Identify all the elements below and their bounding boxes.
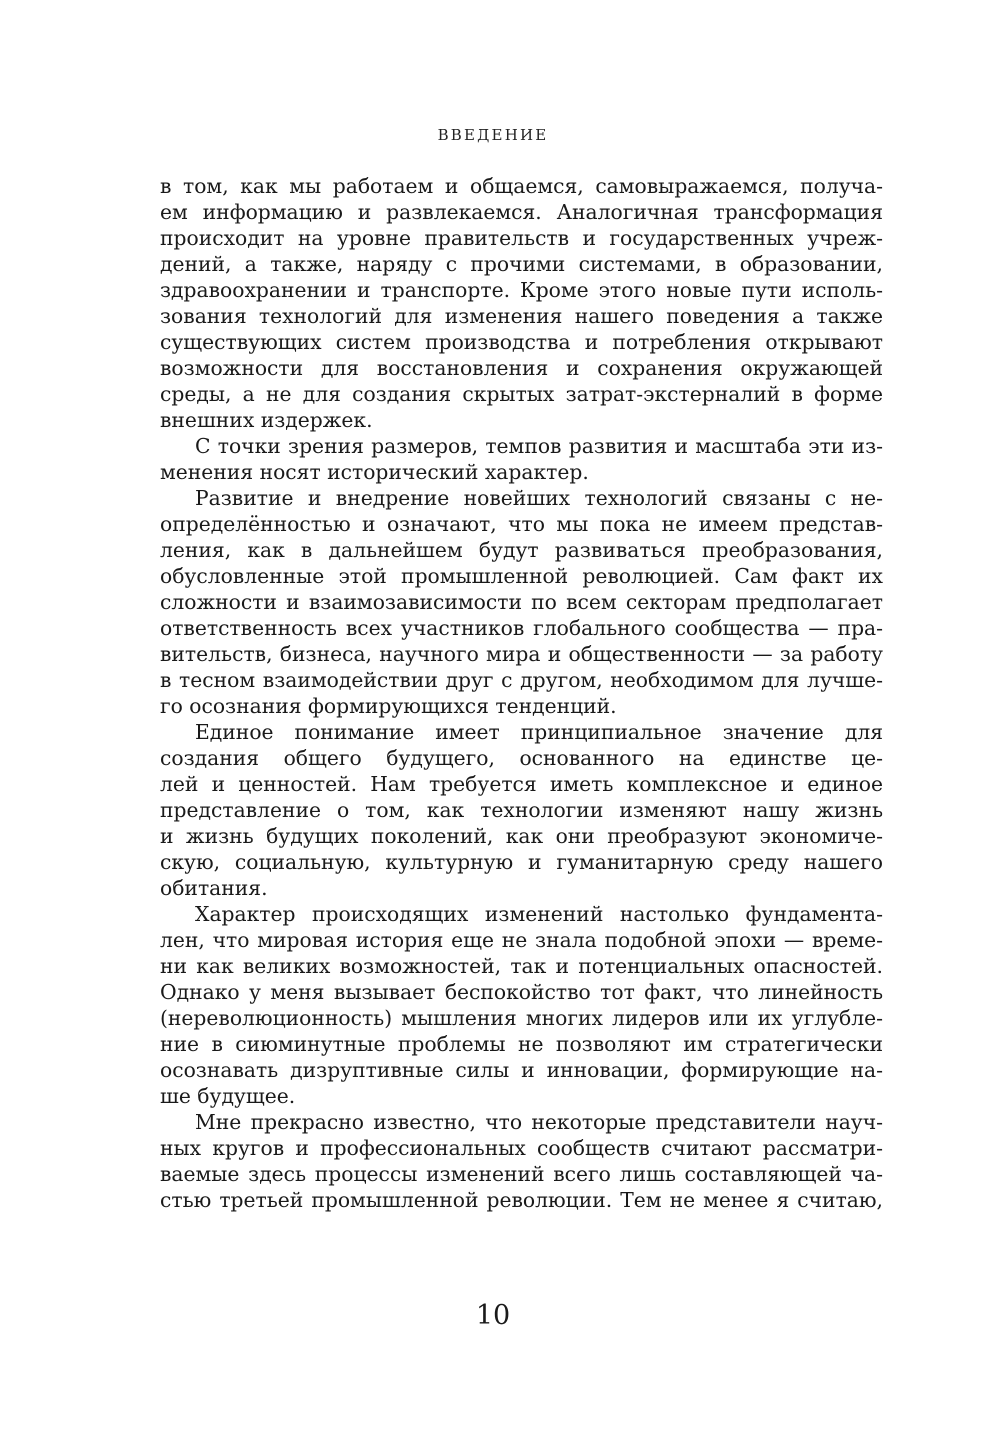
text-line: создания общего будущего, основанного на единстве це- [160, 746, 883, 770]
text-line: Развитие и внедрение новейших технологий связаны с не- [195, 486, 883, 510]
text-line: представление о том, как технологии изменяют нашу жизнь [160, 798, 883, 822]
text-line: вительств, бизнеса, научного мира и общественности — за работу [160, 642, 883, 666]
text-line: обусловленные этой промышленной революцией. Сам факт их [160, 564, 883, 588]
page-number: 10 [475, 1300, 511, 1331]
paragraph [160, 1109, 883, 1213]
text-line: существующих систем производства и потребления открывают [160, 330, 883, 354]
body-text [160, 173, 883, 1213]
text-line: ления, как в дальнейшем будут развиваться преобразования, [160, 538, 883, 562]
text-line: го осознания формирующихся тенденций. [160, 694, 617, 718]
text-line: ответственность всех участников глобального сообщества — пра- [160, 616, 883, 640]
text-line: в том, как мы работаем и общаемся, самовыражаемся, получа- [160, 174, 883, 198]
text-line: и жизнь будущих поколений, как они преобразуют экономиче- [160, 824, 883, 848]
paragraph [160, 901, 883, 1109]
text-line: сложности и взаимозависимости по всем секторам предполагает [160, 590, 883, 614]
text-line: обитания. [160, 876, 268, 900]
text-line: скую, социальную, культурную и гуманитарную среду нашего [160, 850, 883, 874]
text-line: менения носят исторический характер. [160, 460, 589, 484]
text-line: дений, а также, наряду с прочими системами, в образовании, [160, 252, 883, 276]
text-line: внешних издержек. [160, 408, 373, 432]
text-line: ем информацию и развлекаемся. Аналогичная трансформация [160, 200, 883, 224]
text-line: среды, а не для создания скрытых затрат-экстерналий в форме [160, 382, 883, 406]
text-line: осознавать дизруптивные силы и инновации, формирующие на- [160, 1058, 883, 1082]
text-line: ние в сиюминутные проблемы не позволяют им стратегически [160, 1032, 883, 1056]
paragraph [160, 485, 883, 719]
text-line: зования технологий для изменения нашего поведения а также [160, 304, 883, 328]
text-line: возможности для восстановления и сохранения окружающей [160, 356, 883, 380]
text-line: определённостью и означают, что мы пока не имеем представ- [160, 512, 883, 536]
paragraph [160, 719, 883, 901]
text-line: ни как великих возможностей, так и потенциальных опасностей. [160, 954, 883, 978]
text-line: Мне прекрасно известно, что некоторые представители науч- [195, 1110, 883, 1134]
text-line: Однако у меня вызывает беспокойство тот факт, что линейность [160, 980, 883, 1004]
text-line: ных кругов и профессиональных сообществ считают рассматри- [160, 1136, 883, 1160]
text-line: (нереволюционность) мышления многих лидеров или их углубле- [160, 1006, 883, 1030]
text-line: здравоохранении и транспорте. Кроме этого новые пути исполь- [160, 278, 883, 302]
paragraph [160, 433, 883, 485]
text-line: лен, что мировая история еще не знала подобной эпохи — време- [160, 928, 883, 952]
text-line: происходит на уровне правительств и государственных учреж- [160, 226, 883, 250]
paragraph [160, 173, 883, 433]
text-line: ваемые здесь процессы изменений всего лишь составляющей ча- [160, 1162, 883, 1186]
text-line: Единое понимание имеет принципиальное значение для [195, 720, 883, 744]
running-head: ВВЕДЕНИЕ [437, 126, 549, 144]
text-line: С точки зрения размеров, темпов развития и масштаба эти из- [195, 434, 883, 458]
text-line: стью третьей промышленной революции. Тем не менее я считаю, [160, 1188, 883, 1212]
text-line: ше будущее. [160, 1084, 296, 1108]
text-line: в тесном взаимодействии друг с другом, необходимом для лучше- [160, 668, 883, 692]
text-line: лей и ценностей. Нам требуется иметь комплексное и единое [160, 772, 883, 796]
text-line: Характер происходящих изменений настолько фундамента- [195, 902, 883, 926]
